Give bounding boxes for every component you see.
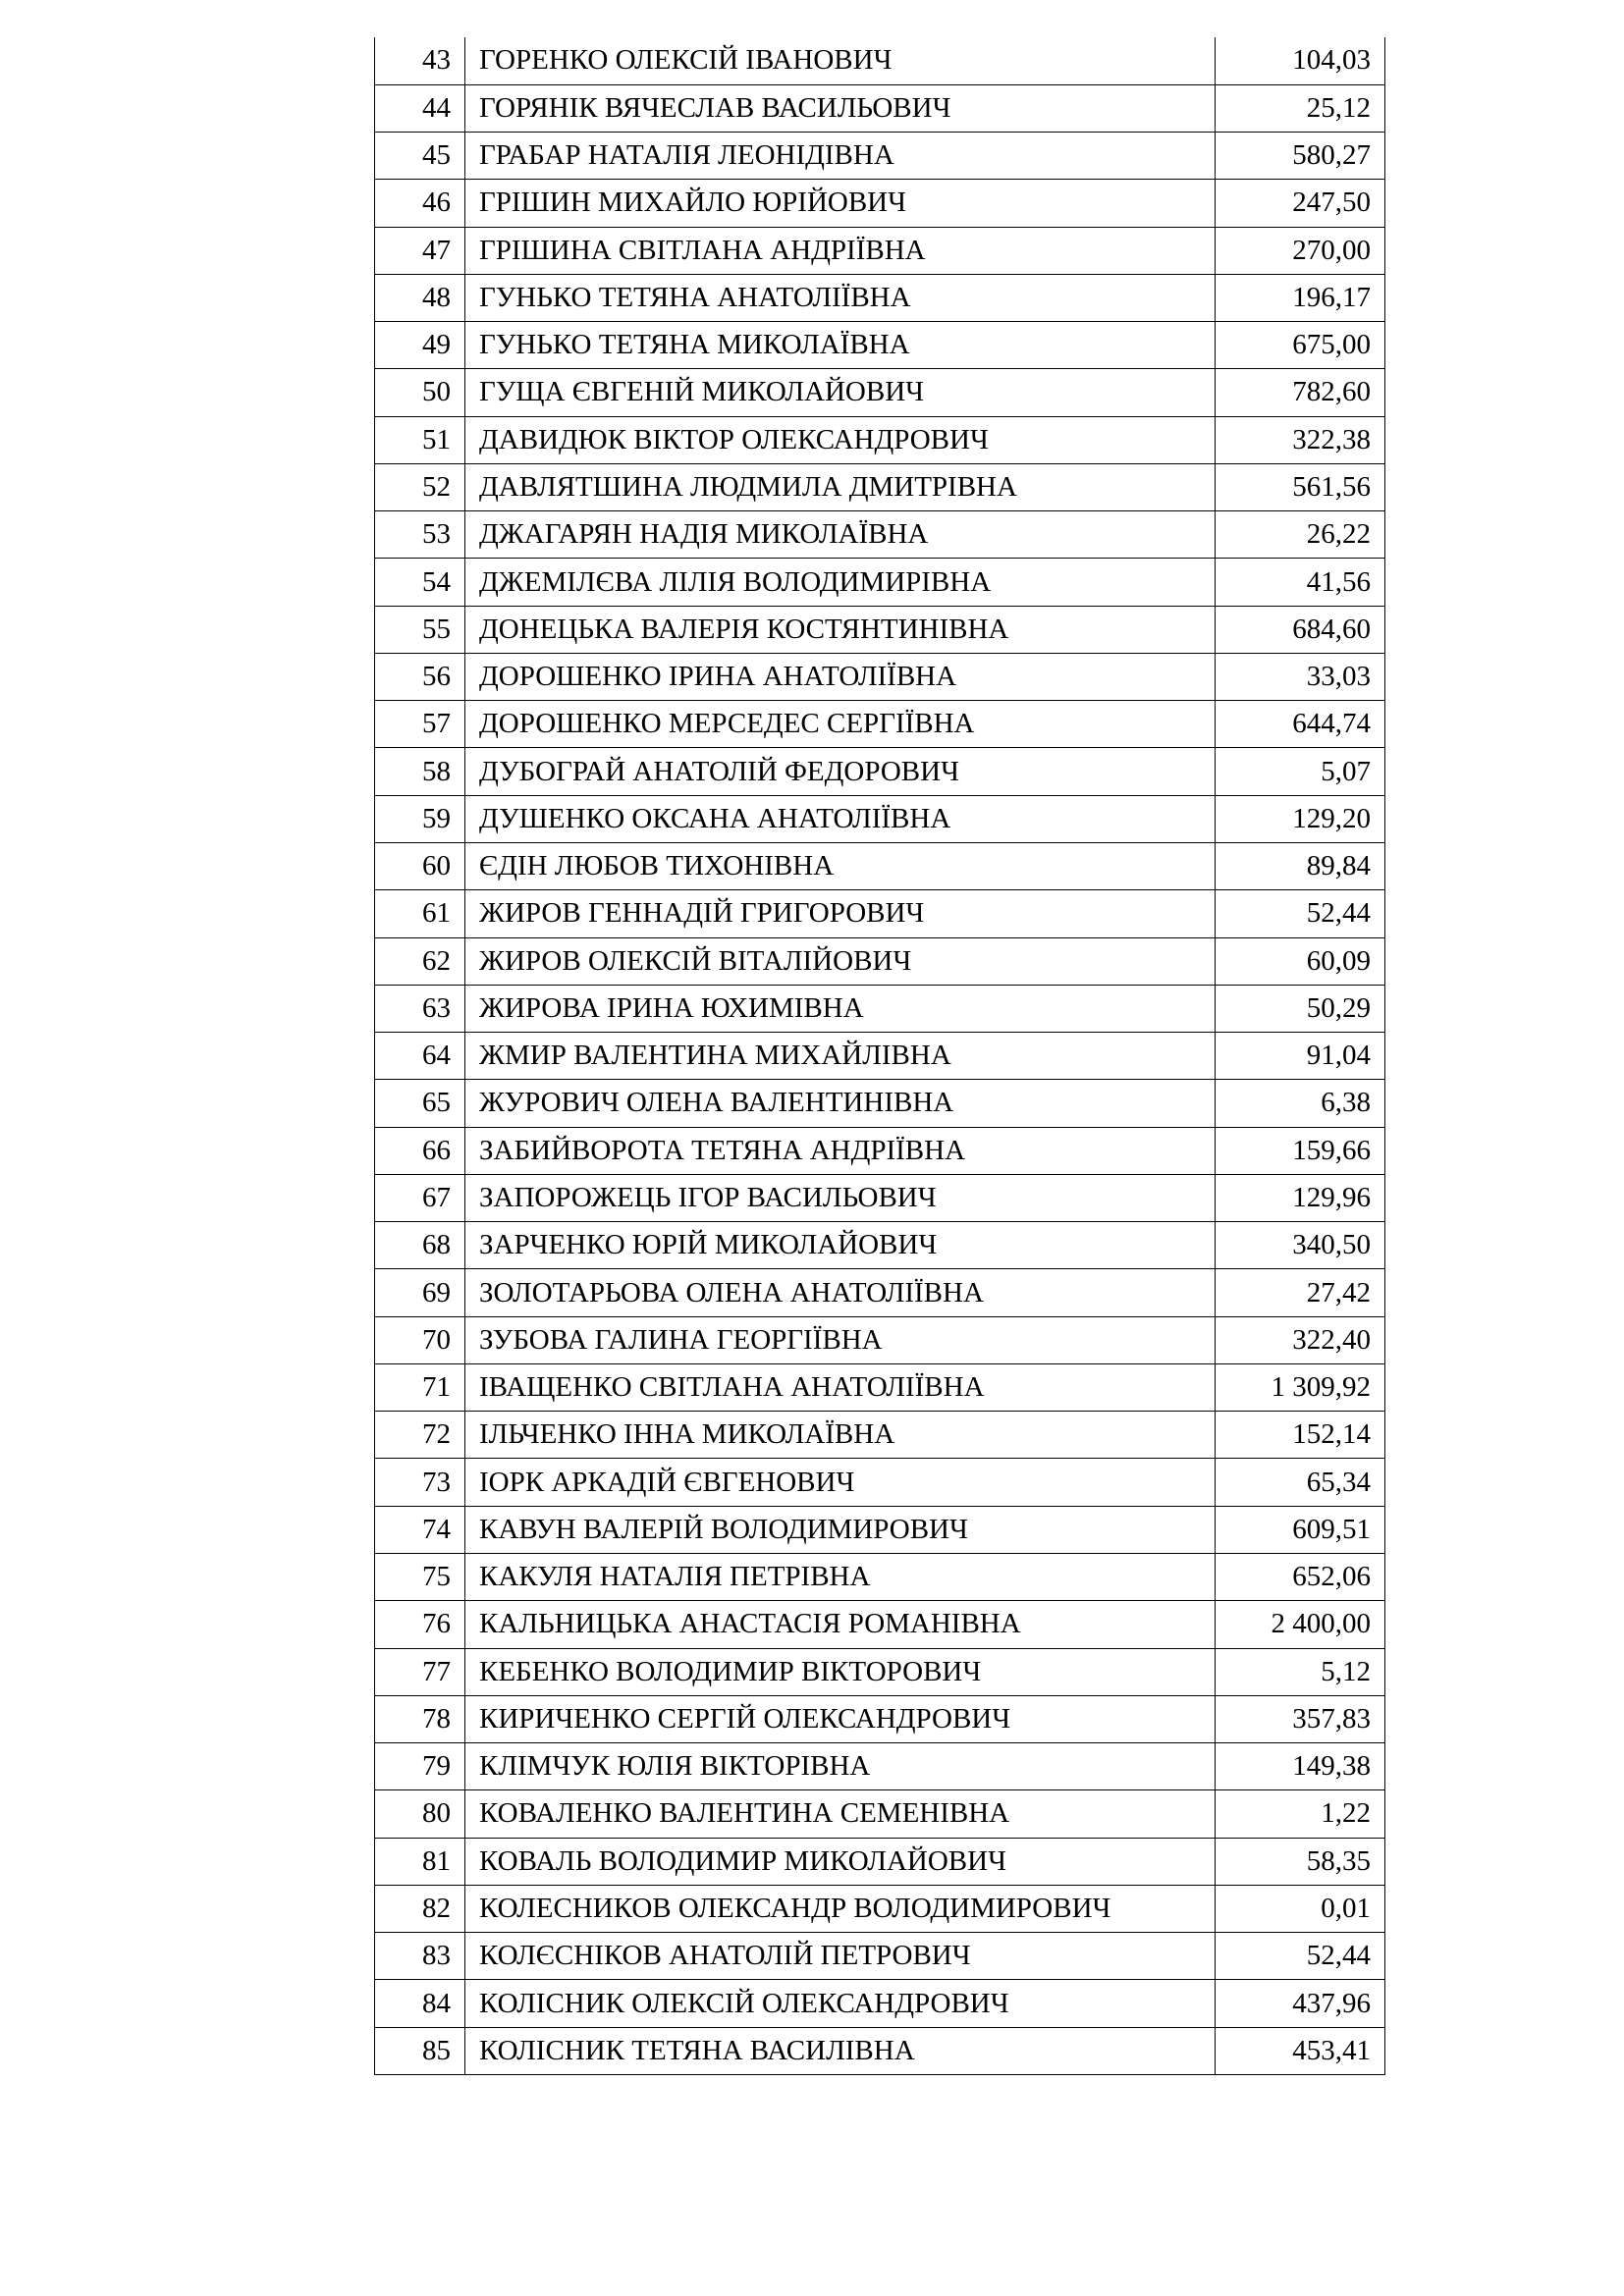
amount: 561,56	[1216, 463, 1385, 510]
row-number: 69	[375, 1269, 465, 1316]
table-row	[375, 369, 1385, 416]
person-name: КЕБЕНКО ВОЛОДИМИР ВІКТОРОВИЧ	[465, 1648, 1216, 1695]
row-number: 55	[375, 606, 465, 653]
row-number: 65	[375, 1080, 465, 1127]
amount: 104,03	[1216, 37, 1385, 84]
row-number: 48	[375, 274, 465, 321]
row-number: 70	[375, 1316, 465, 1363]
table-row	[375, 1127, 1385, 1174]
amount: 129,20	[1216, 795, 1385, 842]
person-name: КАКУЛЯ НАТАЛІЯ ПЕТРІВНА	[465, 1554, 1216, 1601]
table-row	[375, 1363, 1385, 1411]
row-number: 85	[375, 2027, 465, 2074]
amount: 644,74	[1216, 701, 1385, 748]
amount: 6,38	[1216, 1080, 1385, 1127]
row-number: 76	[375, 1601, 465, 1648]
person-name: ІОРК АРКАДІЙ ЄВГЕНОВИЧ	[465, 1459, 1216, 1506]
amount: 26,22	[1216, 511, 1385, 559]
amount: 52,44	[1216, 1933, 1385, 1980]
person-name: ЗОЛОТАРЬОВА ОЛЕНА АНАТОЛІЇВНА	[465, 1269, 1216, 1316]
row-number: 73	[375, 1459, 465, 1506]
table-row	[375, 1601, 1385, 1648]
row-number: 83	[375, 1933, 465, 1980]
table-row	[375, 701, 1385, 748]
row-number: 52	[375, 463, 465, 510]
table-row	[375, 133, 1385, 180]
table-row	[375, 1885, 1385, 1932]
row-number: 50	[375, 369, 465, 416]
table-row	[375, 322, 1385, 369]
amount: 159,66	[1216, 1127, 1385, 1174]
table-row	[375, 1222, 1385, 1269]
person-name: КОВАЛЕНКО ВАЛЕНТИНА СЕМЕНІВНА	[465, 1790, 1216, 1838]
table-row	[375, 1174, 1385, 1221]
row-number: 81	[375, 1838, 465, 1885]
person-name: ЖУРОВИЧ ОЛЕНА ВАЛЕНТИНІВНА	[465, 1080, 1216, 1127]
row-number: 84	[375, 1980, 465, 2027]
table-row	[375, 180, 1385, 227]
person-name: ДАВИДЮК ВІКТОР ОЛЕКСАНДРОВИЧ	[465, 416, 1216, 463]
person-name: ЖМИР ВАЛЕНТИНА МИХАЙЛІВНА	[465, 1033, 1216, 1080]
row-number: 79	[375, 1743, 465, 1790]
amount: 25,12	[1216, 84, 1385, 132]
row-number: 44	[375, 84, 465, 132]
table-row	[375, 985, 1385, 1032]
amount: 322,40	[1216, 1316, 1385, 1363]
amount: 675,00	[1216, 322, 1385, 369]
row-number: 53	[375, 511, 465, 559]
person-name: ЄДІН ЛЮБОВ ТИХОНІВНА	[465, 843, 1216, 890]
amount: 5,12	[1216, 1648, 1385, 1695]
amount: 0,01	[1216, 1885, 1385, 1932]
table-row	[375, 606, 1385, 653]
amount: 453,41	[1216, 2027, 1385, 2074]
amount: 609,51	[1216, 1506, 1385, 1553]
table-row	[375, 1933, 1385, 1980]
amount: 41,56	[1216, 559, 1385, 606]
person-name: ДОРОШЕНКО ІРИНА АНАТОЛІЇВНА	[465, 653, 1216, 700]
amount: 5,07	[1216, 748, 1385, 795]
amount: 89,84	[1216, 843, 1385, 890]
row-number: 49	[375, 322, 465, 369]
amount: 33,03	[1216, 653, 1385, 700]
row-number: 77	[375, 1648, 465, 1695]
table-row	[375, 559, 1385, 606]
person-name: ГРАБАР НАТАЛІЯ ЛЕОНІДІВНА	[465, 133, 1216, 180]
person-name: КАВУН ВАЛЕРІЙ ВОЛОДИМИРОВИЧ	[465, 1506, 1216, 1553]
table-row	[375, 1554, 1385, 1601]
amount: 340,50	[1216, 1222, 1385, 1269]
person-name: ДОРОШЕНКО МЕРСЕДЕС СЕРГІЇВНА	[465, 701, 1216, 748]
person-name: ГРІШИНА СВІТЛАНА АНДРІЇВНА	[465, 227, 1216, 274]
amount: 152,14	[1216, 1412, 1385, 1459]
person-name: КЛІМЧУК ЮЛІЯ ВІКТОРІВНА	[465, 1743, 1216, 1790]
table-row	[375, 1080, 1385, 1127]
payments-table	[374, 37, 1385, 2075]
person-name: КАЛЬНИЦЬКА АНАСТАСІЯ РОМАНІВНА	[465, 1601, 1216, 1648]
amount: 58,35	[1216, 1838, 1385, 1885]
person-name: ДЖЕМІЛЄВА ЛІЛІЯ ВОЛОДИМИРІВНА	[465, 559, 1216, 606]
person-name: ЗАПОРОЖЕЦЬ ІГОР ВАСИЛЬОВИЧ	[465, 1174, 1216, 1221]
person-name: ДУШЕНКО ОКСАНА АНАТОЛІЇВНА	[465, 795, 1216, 842]
row-number: 66	[375, 1127, 465, 1174]
person-name: КОЛЕСНИКОВ ОЛЕКСАНДР ВОЛОДИМИРОВИЧ	[465, 1885, 1216, 1932]
amount: 782,60	[1216, 369, 1385, 416]
row-number: 82	[375, 1885, 465, 1932]
table-row	[375, 1695, 1385, 1742]
person-name: ДУБОГРАЙ АНАТОЛІЙ ФЕДОРОВИЧ	[465, 748, 1216, 795]
table-row	[375, 2027, 1385, 2074]
table-row	[375, 416, 1385, 463]
table-row	[375, 1648, 1385, 1695]
amount: 322,38	[1216, 416, 1385, 463]
row-number: 46	[375, 180, 465, 227]
person-name: ГОРЕНКО ОЛЕКСІЙ ІВАНОВИЧ	[465, 37, 1216, 84]
table-row	[375, 937, 1385, 985]
amount: 52,44	[1216, 890, 1385, 937]
table-row	[375, 1412, 1385, 1459]
amount: 1 309,92	[1216, 1363, 1385, 1411]
amount: 60,09	[1216, 937, 1385, 985]
table-row	[375, 1838, 1385, 1885]
table-body	[375, 37, 1385, 2074]
row-number: 56	[375, 653, 465, 700]
person-name: ГОРЯНІК ВЯЧЕСЛАВ ВАСИЛЬОВИЧ	[465, 84, 1216, 132]
amount: 270,00	[1216, 227, 1385, 274]
person-name: ЗАБИЙВОРОТА ТЕТЯНА АНДРІЇВНА	[465, 1127, 1216, 1174]
person-name: КОВАЛЬ ВОЛОДИМИР МИКОЛАЙОВИЧ	[465, 1838, 1216, 1885]
row-number: 47	[375, 227, 465, 274]
amount: 149,38	[1216, 1743, 1385, 1790]
row-number: 59	[375, 795, 465, 842]
amount: 684,60	[1216, 606, 1385, 653]
table-row	[375, 1743, 1385, 1790]
row-number: 75	[375, 1554, 465, 1601]
table-row	[375, 653, 1385, 700]
table-row	[375, 37, 1385, 84]
person-name: ЗАРЧЕНКО ЮРІЙ МИКОЛАЙОВИЧ	[465, 1222, 1216, 1269]
amount: 129,96	[1216, 1174, 1385, 1221]
amount: 247,50	[1216, 180, 1385, 227]
person-name: КИРИЧЕНКО СЕРГІЙ ОЛЕКСАНДРОВИЧ	[465, 1695, 1216, 1742]
row-number: 60	[375, 843, 465, 890]
amount: 91,04	[1216, 1033, 1385, 1080]
table-row	[375, 795, 1385, 842]
row-number: 61	[375, 890, 465, 937]
amount: 65,34	[1216, 1459, 1385, 1506]
table-row	[375, 748, 1385, 795]
row-number: 68	[375, 1222, 465, 1269]
table-row	[375, 274, 1385, 321]
table-row	[375, 1033, 1385, 1080]
person-name: КОЛЄСНІКОВ АНАТОЛІЙ ПЕТРОВИЧ	[465, 1933, 1216, 1980]
person-name: ГРІШИН МИХАЙЛО ЮРІЙОВИЧ	[465, 180, 1216, 227]
row-number: 58	[375, 748, 465, 795]
amount: 652,06	[1216, 1554, 1385, 1601]
amount: 1,22	[1216, 1790, 1385, 1838]
table-row	[375, 1269, 1385, 1316]
person-name: ІВАЩЕНКО СВІТЛАНА АНАТОЛІЇВНА	[465, 1363, 1216, 1411]
amount: 357,83	[1216, 1695, 1385, 1742]
person-name: ДАВЛЯТШИНА ЛЮДМИЛА ДМИТРІВНА	[465, 463, 1216, 510]
row-number: 43	[375, 37, 465, 84]
row-number: 64	[375, 1033, 465, 1080]
table-row	[375, 227, 1385, 274]
amount: 2 400,00	[1216, 1601, 1385, 1648]
row-number: 80	[375, 1790, 465, 1838]
person-name: ДОНЕЦЬКА ВАЛЕРІЯ КОСТЯНТИНІВНА	[465, 606, 1216, 653]
person-name: ЖИРОВА ІРИНА ЮХИМІВНА	[465, 985, 1216, 1032]
row-number: 51	[375, 416, 465, 463]
row-number: 45	[375, 133, 465, 180]
row-number: 71	[375, 1363, 465, 1411]
table-row	[375, 463, 1385, 510]
row-number: 62	[375, 937, 465, 985]
person-name: КОЛІСНИК ОЛЕКСІЙ ОЛЕКСАНДРОВИЧ	[465, 1980, 1216, 2027]
amount: 27,42	[1216, 1269, 1385, 1316]
amount: 196,17	[1216, 274, 1385, 321]
row-number: 72	[375, 1412, 465, 1459]
table-row	[375, 84, 1385, 132]
person-name: ДЖАГАРЯН НАДІЯ МИКОЛАЇВНА	[465, 511, 1216, 559]
person-name: ЗУБОВА ГАЛИНА ГЕОРГІЇВНА	[465, 1316, 1216, 1363]
person-name: ЖИРОВ ОЛЕКСІЙ ВІТАЛІЙОВИЧ	[465, 937, 1216, 985]
amount: 437,96	[1216, 1980, 1385, 2027]
table-row	[375, 1316, 1385, 1363]
table-row	[375, 890, 1385, 937]
person-name: ЖИРОВ ГЕННАДІЙ ГРИГОРОВИЧ	[465, 890, 1216, 937]
table-row	[375, 1790, 1385, 1838]
row-number: 57	[375, 701, 465, 748]
row-number: 67	[375, 1174, 465, 1221]
person-name: КОЛІСНИК ТЕТЯНА ВАСИЛІВНА	[465, 2027, 1216, 2074]
person-name: ІЛЬЧЕНКО ІННА МИКОЛАЇВНА	[465, 1412, 1216, 1459]
table-row	[375, 511, 1385, 559]
table-row	[375, 1506, 1385, 1553]
table-row	[375, 1980, 1385, 2027]
amount: 580,27	[1216, 133, 1385, 180]
table-row	[375, 1459, 1385, 1506]
amount: 50,29	[1216, 985, 1385, 1032]
row-number: 63	[375, 985, 465, 1032]
row-number: 74	[375, 1506, 465, 1553]
row-number: 54	[375, 559, 465, 606]
person-name: ГУНЬКО ТЕТЯНА МИКОЛАЇВНА	[465, 322, 1216, 369]
person-name: ГУНЬКО ТЕТЯНА АНАТОЛІЇВНА	[465, 274, 1216, 321]
person-name: ГУЩА ЄВГЕНІЙ МИКОЛАЙОВИЧ	[465, 369, 1216, 416]
table-row	[375, 843, 1385, 890]
row-number: 78	[375, 1695, 465, 1742]
